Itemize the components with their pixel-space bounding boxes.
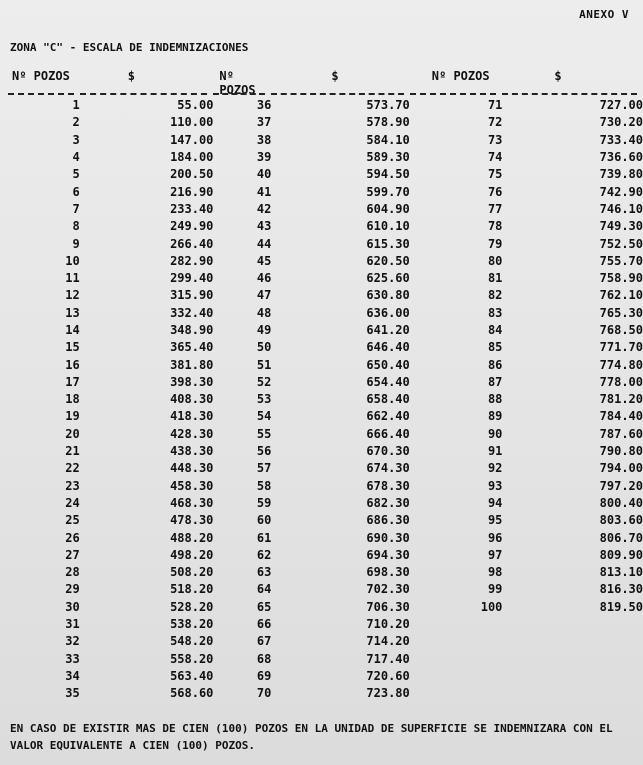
amount-cell: 548.20 [170, 634, 214, 649]
amount-cell: 730.20 [599, 115, 643, 130]
amount-cell: 438.30 [170, 444, 214, 459]
amount-cell: 398.30 [170, 374, 214, 389]
pozos-count-cell: 82 [487, 288, 503, 303]
pozos-count-cell: 5 [72, 167, 80, 182]
amount-cell: 694.30 [366, 547, 410, 562]
pozos-count-cell: 89 [487, 409, 503, 424]
amount-cell: 717.40 [366, 651, 410, 666]
pozos-count-cell: 66 [256, 617, 272, 632]
pozos-count-cell: 91 [487, 444, 503, 459]
amount-cell: 720.60 [366, 668, 410, 683]
amount-cell [502, 633, 643, 650]
amount-cell: 819.50 [599, 599, 643, 614]
pozos-count-cell: 98 [487, 565, 503, 580]
pozos-count-cell: 81 [487, 271, 503, 286]
amount-cell: 662.40 [366, 409, 410, 424]
pozos-count-cell: 10 [65, 253, 80, 268]
header-pozos-2: Nº POZOS [213, 69, 271, 97]
amount-cell: 147.00 [170, 132, 214, 147]
pozos-count-cell: 76 [487, 184, 503, 199]
amount-cell [502, 651, 643, 668]
amount-cell: 604.90 [366, 201, 410, 216]
amount-cell: 594.50 [366, 167, 410, 182]
pozos-count-cell: 95 [487, 513, 503, 528]
amount-cell: 752.50 [599, 236, 643, 251]
amount-cell: 315.90 [170, 288, 214, 303]
pozos-count-cell: 30 [65, 599, 80, 614]
table-row [8, 478, 643, 495]
pozos-count-cell: 18 [65, 392, 80, 407]
table-header-row [8, 69, 643, 97]
amount-cell: 710.20 [366, 617, 410, 632]
pozos-count-cell: 94 [487, 495, 503, 510]
pozos-count-cell: 100 [480, 599, 503, 614]
amount-cell [502, 685, 643, 702]
amount-cell: 806.70 [599, 530, 643, 545]
pozos-count-cell: 2 [72, 115, 80, 130]
pozos-count-cell: 74 [487, 150, 503, 165]
pozos-count-cell: 88 [487, 392, 503, 407]
pozos-count-cell: 21 [65, 444, 80, 459]
table-row [8, 408, 643, 425]
pozos-count-cell: 67 [256, 634, 272, 649]
table-row [8, 564, 643, 581]
pozos-count-cell: 7 [72, 201, 80, 216]
table-row [8, 460, 643, 477]
amount-cell: 771.70 [599, 340, 643, 355]
pozos-count-cell: 16 [65, 357, 80, 372]
amount-cell: 332.40 [170, 305, 214, 320]
pozos-count-cell: 37 [256, 115, 272, 130]
amount-cell: 686.30 [366, 513, 410, 528]
pozos-count-cell: 4 [72, 150, 80, 165]
table-row [8, 529, 643, 546]
header-dollar-2: $ [271, 69, 409, 97]
amount-cell: 448.30 [170, 461, 214, 476]
pozos-count-cell: 14 [65, 323, 80, 337]
amount-cell: 636.00 [366, 305, 410, 320]
pozos-count-cell: 48 [256, 305, 272, 320]
amount-cell: 654.40 [366, 374, 410, 389]
pozos-count-cell: 17 [65, 374, 80, 389]
amount-cell: 55.00 [177, 98, 214, 113]
footer-note: EN CASO DE EXISTIR MAS DE CIEN (100) POZOS EN LA UNIDAD DE SUPERFICIE SE INDEMNIZARA CON EL VALOR EQUIVALENTE A CIEN (100) POZOS. [10, 722, 613, 752]
table-row [8, 322, 643, 339]
pozos-count-cell: 13 [65, 305, 80, 320]
amount-cell: 458.30 [170, 478, 214, 493]
table-row [8, 616, 643, 633]
pozos-count-cell: 97 [487, 547, 503, 562]
amount-cell: 739.80 [599, 167, 643, 182]
table-row [8, 685, 643, 702]
pozos-count-cell: 54 [256, 409, 272, 424]
pozos-count-cell: 26 [65, 530, 80, 545]
pozos-count-cell: 6 [72, 184, 80, 199]
amount-cell [502, 668, 643, 685]
pozos-count-cell: 15 [65, 340, 80, 355]
pozos-count-cell: 60 [256, 513, 272, 528]
table-row [8, 305, 643, 322]
table-row [8, 253, 643, 270]
pozos-count-cell: 58 [256, 478, 272, 493]
amount-cell: 610.10 [366, 219, 410, 234]
pozos-count-cell: 61 [256, 530, 272, 545]
table-row [8, 166, 643, 183]
pozos-count-cell: 65 [256, 599, 272, 614]
amount-cell: 678.30 [366, 478, 410, 493]
amount-cell: 266.40 [170, 236, 214, 251]
amount-cell: 518.20 [170, 582, 214, 597]
table-row [8, 356, 643, 373]
amount-cell: 282.90 [170, 253, 214, 268]
pozos-count-cell: 59 [256, 495, 272, 510]
zone-title: ZONA "C" - ESCALA DE INDEMNIZACIONES [10, 41, 249, 54]
amount-cell: 348.90 [170, 323, 214, 337]
pozos-count-cell: 64 [256, 582, 272, 597]
pozos-count-cell: 92 [487, 461, 503, 476]
header-pozos-3: Nº POZOS [410, 69, 503, 97]
pozos-count-cell: 86 [487, 357, 503, 372]
table-row [8, 114, 643, 131]
amount-cell: 488.20 [170, 530, 214, 545]
pozos-count-cell [410, 616, 503, 633]
amount-cell: 781.20 [599, 392, 643, 407]
pozos-count-cell: 75 [487, 167, 503, 182]
pozos-count-cell: 25 [65, 513, 80, 528]
amount-cell [502, 616, 643, 633]
pozos-count-cell: 80 [487, 253, 503, 268]
header-dollar-1: $ [80, 69, 214, 97]
pozos-count-cell: 72 [487, 115, 503, 130]
table-row [8, 235, 643, 252]
amount-cell: 200.50 [170, 167, 214, 182]
amount-cell: 666.40 [366, 426, 410, 441]
amount-cell: 478.30 [170, 513, 214, 528]
indemnization-table [8, 69, 643, 702]
pozos-count-cell: 53 [256, 392, 272, 407]
table-row [8, 339, 643, 356]
pozos-count-cell: 69 [256, 668, 272, 683]
amount-cell: 755.70 [599, 253, 643, 268]
pozos-count-cell: 71 [487, 98, 503, 113]
pozos-count-cell: 27 [65, 547, 80, 562]
amount-cell: 698.30 [366, 565, 410, 580]
amount-cell: 809.90 [599, 547, 643, 562]
table-row [8, 270, 643, 287]
pozos-count-cell: 83 [487, 305, 503, 320]
amount-cell: 768.50 [599, 323, 643, 337]
pozos-count-cell: 51 [256, 357, 272, 372]
amount-cell: 682.30 [366, 495, 410, 510]
pozos-count-cell: 47 [256, 288, 272, 303]
pozos-count-cell: 90 [487, 426, 503, 441]
amount-cell: 646.40 [366, 340, 410, 355]
pozos-count-cell: 70 [256, 686, 272, 701]
pozos-count-cell [410, 651, 503, 668]
pozos-count-cell: 96 [487, 530, 503, 545]
amount-cell: 714.20 [366, 634, 410, 649]
amount-cell: 468.30 [170, 495, 214, 510]
pozos-count-cell: 35 [65, 686, 80, 701]
pozos-count-cell: 77 [487, 201, 503, 216]
pozos-count-cell: 93 [487, 478, 503, 493]
pozos-count-cell: 11 [65, 271, 80, 286]
table-row [8, 443, 643, 460]
amount-cell: 641.20 [366, 323, 410, 337]
pozos-count-cell: 36 [256, 98, 272, 113]
table-row [8, 426, 643, 443]
pozos-count-cell: 32 [65, 634, 80, 649]
pozos-count-cell: 8 [72, 219, 80, 234]
table-row [8, 668, 643, 685]
table-row [8, 599, 643, 616]
amount-cell: 746.10 [599, 201, 643, 216]
pozos-count-cell: 3 [72, 132, 80, 147]
amount-cell: 589.30 [366, 150, 410, 165]
amount-cell: 790.80 [599, 444, 643, 459]
table-row [8, 633, 643, 650]
amount-cell: 733.40 [599, 132, 643, 147]
pozos-count-cell: 55 [256, 426, 272, 441]
pozos-count-cell: 52 [256, 374, 272, 389]
table-row [8, 149, 643, 166]
amount-cell: 800.40 [599, 495, 643, 510]
amount-cell: 110.00 [170, 115, 214, 130]
amount-cell: 813.10 [599, 565, 643, 580]
amount-cell: 674.30 [366, 461, 410, 476]
amount-cell: 765.30 [599, 305, 643, 320]
pozos-count-cell: 56 [256, 444, 272, 459]
amount-cell: 381.80 [170, 357, 214, 372]
amount-cell: 742.90 [599, 184, 643, 199]
pozos-count-cell: 24 [65, 495, 80, 510]
amount-cell: 749.30 [599, 219, 643, 234]
amount-cell: 249.90 [170, 219, 214, 234]
pozos-count-cell: 73 [487, 132, 503, 147]
pozos-count-cell: 12 [65, 288, 80, 303]
amount-cell: 528.20 [170, 599, 214, 614]
pozos-count-cell: 79 [487, 236, 503, 251]
amount-cell: 758.90 [599, 271, 643, 286]
amount-cell: 299.40 [170, 271, 214, 286]
amount-cell: 797.20 [599, 478, 643, 493]
table-row [8, 495, 643, 512]
pozos-count-cell: 99 [487, 582, 503, 597]
table-row [8, 547, 643, 564]
amount-cell: 706.30 [366, 599, 410, 614]
amount-cell: 498.20 [170, 547, 214, 562]
amount-cell: 690.30 [366, 530, 410, 545]
pozos-count-cell: 29 [65, 582, 80, 597]
amount-cell: 736.60 [599, 150, 643, 165]
amount-cell: 670.30 [366, 444, 410, 459]
pozos-count-cell: 68 [256, 651, 272, 666]
pozos-count-cell: 85 [487, 340, 503, 355]
table-row [8, 201, 643, 218]
amount-cell: 658.40 [366, 392, 410, 407]
pozos-count-cell: 78 [487, 219, 503, 234]
pozos-count-cell: 46 [256, 271, 272, 286]
amount-cell: 216.90 [170, 184, 214, 199]
pozos-count-cell: 38 [256, 132, 272, 147]
pozos-count-cell: 49 [256, 323, 272, 337]
amount-cell: 408.30 [170, 392, 214, 407]
pozos-count-cell: 84 [487, 323, 503, 337]
pozos-count-cell: 39 [256, 150, 272, 165]
pozos-count-cell [410, 685, 503, 702]
amount-cell: 803.60 [599, 513, 643, 528]
amount-cell: 578.90 [366, 115, 410, 130]
amount-cell: 762.10 [599, 288, 643, 303]
amount-cell: 233.40 [170, 201, 214, 216]
amount-cell: 787.60 [599, 426, 643, 441]
pozos-count-cell: 22 [65, 461, 80, 476]
amount-cell: 599.70 [366, 184, 410, 199]
pozos-count-cell: 33 [65, 651, 80, 666]
amount-cell: 794.00 [599, 461, 643, 476]
table-row [8, 391, 643, 408]
table-row [8, 218, 643, 235]
amount-cell: 573.70 [366, 98, 410, 113]
header-dollar-3: $ [502, 69, 643, 97]
table-row [8, 183, 643, 200]
pozos-count-cell: 44 [256, 236, 272, 251]
pozos-count-cell: 23 [65, 478, 80, 493]
amount-cell: 650.40 [366, 357, 410, 372]
amount-cell: 563.40 [170, 668, 214, 683]
table-body [8, 97, 643, 702]
amount-cell: 778.00 [599, 374, 643, 389]
table-row [8, 287, 643, 304]
amount-cell: 615.30 [366, 236, 410, 251]
amount-cell: 630.80 [366, 288, 410, 303]
pozos-count-cell: 62 [256, 547, 272, 562]
annex-label: ANEXO V [579, 8, 629, 21]
amount-cell: 568.60 [170, 686, 214, 701]
pozos-count-cell: 1 [72, 98, 80, 113]
amount-cell: 723.80 [366, 686, 410, 701]
pozos-count-cell [410, 668, 503, 685]
header-pozos-1: Nº POZOS [8, 69, 80, 97]
table-row [8, 132, 643, 149]
pozos-count-cell: 40 [256, 167, 272, 182]
amount-cell: 184.00 [170, 150, 214, 165]
pozos-count-cell [410, 633, 503, 650]
pozos-count-cell: 63 [256, 565, 272, 580]
pozos-count-cell: 57 [256, 461, 272, 476]
pozos-count-cell: 42 [256, 201, 272, 216]
amount-cell: 365.40 [170, 340, 214, 355]
pozos-count-cell: 41 [256, 184, 272, 199]
pozos-count-cell: 34 [65, 668, 80, 683]
amount-cell: 784.40 [599, 409, 643, 424]
pozos-count-cell: 87 [487, 374, 503, 389]
amount-cell: 816.30 [599, 582, 643, 597]
amount-cell: 727.00 [599, 98, 643, 113]
table-row [8, 581, 643, 598]
pozos-count-cell: 19 [65, 409, 80, 424]
pozos-count-cell: 31 [65, 617, 80, 632]
pozos-count-cell: 50 [256, 340, 272, 355]
amount-cell: 774.80 [599, 357, 643, 372]
amount-cell: 538.20 [170, 617, 214, 632]
pozos-count-cell: 20 [65, 426, 80, 441]
pozos-count-cell: 45 [256, 253, 272, 268]
pozos-count-cell: 9 [72, 236, 80, 251]
amount-cell: 702.30 [366, 582, 410, 597]
amount-cell: 428.30 [170, 426, 214, 441]
table-row [8, 97, 643, 114]
pozos-count-cell: 28 [65, 565, 80, 580]
amount-cell: 620.50 [366, 253, 410, 268]
amount-cell: 508.20 [170, 565, 214, 580]
amount-cell: 584.10 [366, 132, 410, 147]
pozos-count-cell: 43 [256, 219, 272, 234]
amount-cell: 625.60 [366, 271, 410, 286]
table-row [8, 512, 643, 529]
table-row [8, 374, 643, 391]
table-row [8, 651, 643, 668]
amount-cell: 418.30 [170, 409, 214, 424]
amount-cell: 558.20 [170, 651, 214, 666]
